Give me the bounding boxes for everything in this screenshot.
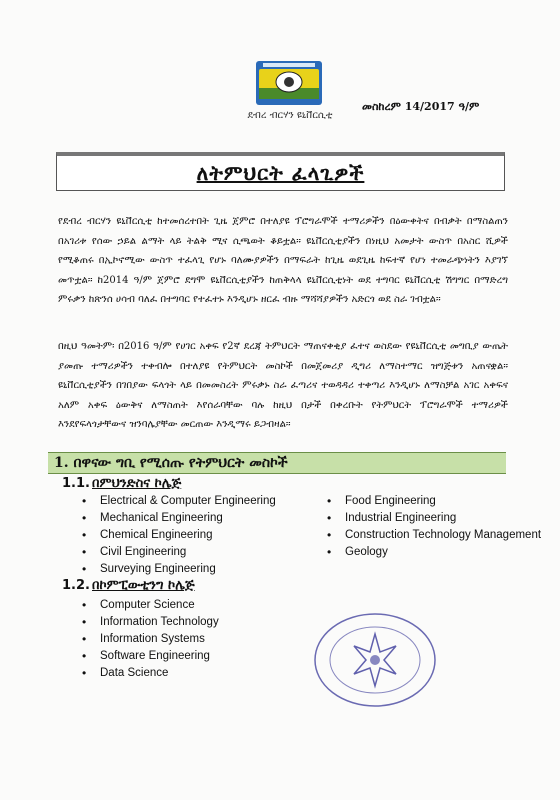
program-item: • Surveying Engineering	[78, 561, 276, 578]
intro-paragraph: የደብረ ብርሃን ዩኒቨርሲቲ ከተመሰረተበት ጊዜ ጀምሮ በተለያዩ ፕሮግራሞች ተማሪዎችን በዕውቀትና በብቃት በማስልጠን በአገሪቱ የሰው ኃይል ልማት ላይ ትልቅ ሚና ሲጫወት ቆይቷል። ዩኒቨርሲቲያችን በነዚህ አመታት ውስጥ በአስር ሺዎች የሚቆጠሩ በኢኮኖሚው ውስጥ ተፈላጊ የሆኑ ባለሙያዎችን በማፍራት ከጊዜ ወደጊዜ ከፍተኛ የሆነ ተመራጭነትን እያገኘ መጥቷል። ከ2014 ዓ/ም ጀምሮ ደግሞ ዩኒቨርሲቲያችን ከጠቅላላ ዩኒቨርሲቲነት ወደ ተግባር ዩኒቨርሲቲ ሽግግር በማድረግ ምሩቃን ከጽንሰ ሀሳብ ባለፈ በተግባር የተፈተኑ እንዲሆኑ ዘርፈ ብዙ ማሻሻያዎችን አድርጎ ወደ ስራ ገብቷል።	[58, 216, 508, 305]
engineering-programs-right	[323, 493, 541, 561]
page-title: ለትምህርት ፈላጊዎች	[196, 161, 365, 185]
program-item: • Information Systems	[78, 631, 219, 648]
section-title: 1. በዋናው ግቢ የሚሰጡ የትምህርት መስኮች	[54, 455, 288, 471]
program-item: • Geology	[323, 544, 541, 561]
program-item: • Industrial Engineering	[323, 510, 541, 527]
program-item: • Information Technology	[78, 614, 219, 631]
university-name: ደብረ ብርሃን ዩኒቨርሲቲ	[247, 110, 333, 121]
program-item: • Construction Technology Management	[323, 527, 541, 544]
announcement-paragraph: በዚህ ዓመትም፡ በ2016 ዓ/ም የሀገር አቀፍ የ2ኛ ደረጃ ትምህርት ማጠናቀቂያ ፈተና ወስደው የዩኒቨርሲቲ መግቢያ ውጤት ያመጡ ተማሪዎችን ተቀብሎ በተለያዩ የትምህርት መስኮች በመጀመሪያ ዲግሪ ለማስተማር ዝግጅቱን አጠናቋል። ዩኒቨርሲቲያችን በገበያው ፍላጎት ላይ በመመስረት ምሩቃኑ ስራ ፈጣሪና ተወዳዳሪ ተቀጣሪ እንዲሆኑ ለማስቻል አገር አቀፍና አለም አቀፍ ዕውቅና ለማስጠት እየሰራባቸው ባሉ ከዚህ በታች በቀረቡት የትምህርት ፕሮግራሞች ተማሪዎች እንደየፍላጎታቸውና ዝንባሌያቸው መርጠው እንዲማሩ ይጋብዛል።	[58, 341, 508, 430]
program-item: • Chemical Engineering	[78, 527, 276, 544]
program-item: • Civil Engineering	[78, 544, 276, 561]
college-number: 1.2.	[62, 578, 90, 593]
program-item: • Software Engineering	[78, 648, 219, 665]
engineering-programs-left	[78, 493, 276, 578]
program-item: • Computer Science	[78, 597, 219, 614]
title-box	[56, 152, 505, 191]
college-name: በምህንድስና ኮሌጅ	[92, 476, 182, 491]
college-number: 1.1.	[62, 476, 90, 491]
section-header-bar	[48, 452, 506, 474]
program-item: • Data Science	[78, 665, 219, 682]
document-date: መስከረም 14/2017 ዓ/ም	[362, 100, 480, 113]
official-stamp	[310, 610, 440, 710]
computing-programs	[78, 597, 219, 682]
college-name: በኮምፒውቲንግ ኮሌጅ	[92, 578, 195, 593]
college-heading-engineering	[62, 476, 181, 491]
program-item: • Food Engineering	[323, 493, 541, 510]
program-item: • Electrical & Computer Engineering	[78, 493, 276, 510]
college-heading-computing	[62, 578, 195, 593]
university-logo	[255, 60, 323, 106]
program-item: • Mechanical Engineering	[78, 510, 276, 527]
